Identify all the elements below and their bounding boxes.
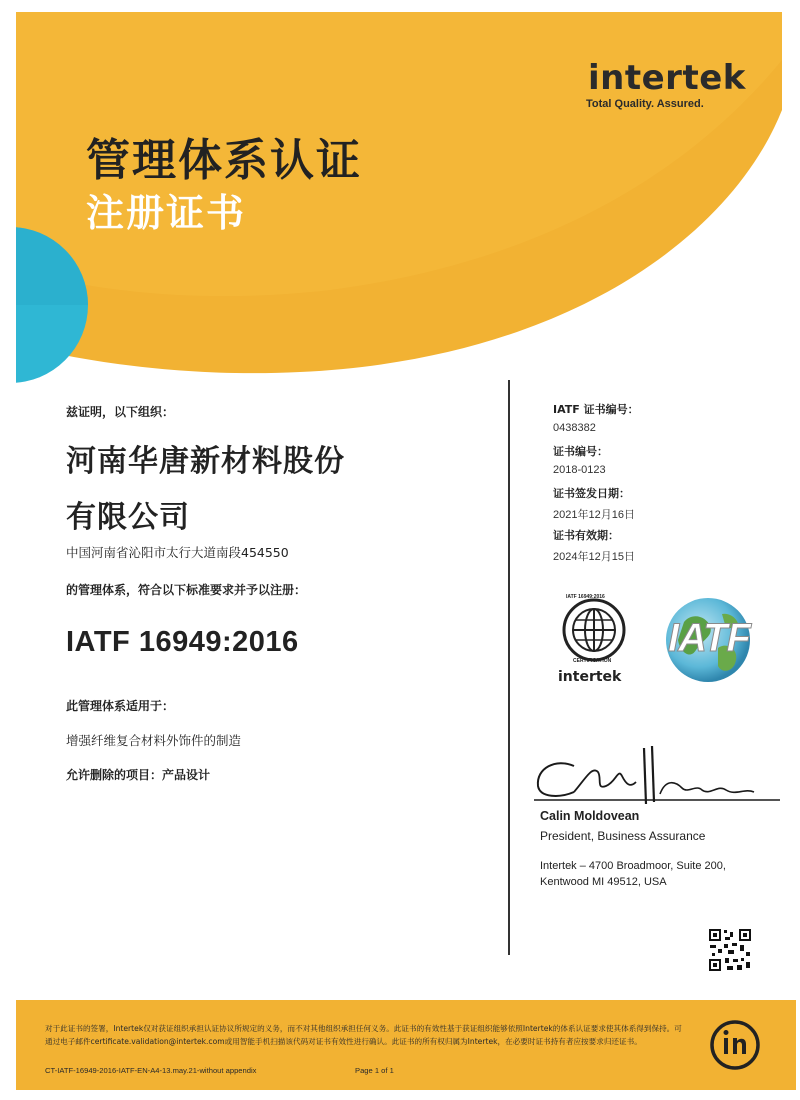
organization-address: 中国河南省沁阳市太行大道南段454550 xyxy=(66,545,289,560)
scope-label: 此管理体系适用于： xyxy=(66,699,175,713)
certificate-title: 管理体系认证 xyxy=(86,135,362,186)
organization-name-line1: 河南华唐新材料股份 xyxy=(66,444,345,479)
footer-document-code: CT-IATF-16949-2016-IATF-EN-A4-13.may.21-without appendix xyxy=(45,1066,257,1075)
iatf-logo-text: IATF xyxy=(668,616,750,660)
standard-name: IATF 16949:2016 xyxy=(66,626,299,658)
organization-name-line2: 有限公司 xyxy=(66,500,190,535)
cert-number-label: 证书编号： xyxy=(553,445,608,458)
seal-logo-text: intertek xyxy=(558,669,622,685)
divider-line xyxy=(508,380,510,955)
iatf-cert-number-value: 0438382 xyxy=(553,422,596,434)
brand-logo: intertek xyxy=(588,58,746,98)
signature-image xyxy=(526,738,786,810)
issuer-address-line1: Intertek – 4700 Broadmoor, Suite 200, xyxy=(540,860,726,872)
scope-value: 增强纤维复合材料外饰件的制造 xyxy=(66,733,242,748)
issuer-address-line2: Kentwood MI 49512, USA xyxy=(540,876,667,888)
signatory-role: President, Business Assurance xyxy=(540,829,706,843)
signatory-name: Calin Moldovean xyxy=(540,809,640,823)
expiry-date-label: 证书有效期： xyxy=(553,529,619,542)
intro-text: 兹证明，以下组织： xyxy=(66,405,175,419)
qr-code-icon[interactable] xyxy=(708,928,752,972)
conformity-statement: 的管理体系，符合以下标准要求并予以注册： xyxy=(66,583,307,597)
issue-date-value: 2021年12月16日 xyxy=(553,509,635,521)
brand-tagline: Total Quality. Assured. xyxy=(586,98,704,110)
cert-number-value: 2018-0123 xyxy=(553,464,606,476)
certificate-subtitle: 注册证书 xyxy=(86,191,247,235)
intertek-in-logo-icon xyxy=(708,1018,762,1072)
issue-date-label: 证书签发日期： xyxy=(553,487,630,500)
seal-top-text: IATF 16949:2016 xyxy=(566,594,605,600)
footer-disclaimer: 对于此证书的签署，Intertek仅对获证组织承担认证协议所规定的义务，而不对其他组织承担任何义务。此证书的有效性基于获证组织能够依照Intertek的体系认证要求使其体系得到保持。可通过电子邮件certificate.validation@intertek.com或用智能手机扫描该代码对证书有效性进行确认。此证书的所有权归属为Intertek，在必要时证书持有者应按要求归还证书。 xyxy=(45,1024,682,1046)
iatf-cert-number-label: IATF 证书编号： xyxy=(553,403,639,416)
seal-bottom-text: CERTIFICATION xyxy=(573,658,612,664)
footer-page-number: Page 1 of 1 xyxy=(355,1066,394,1075)
exclusion-text: 允许删除的项目：产品设计 xyxy=(66,768,211,782)
expiry-date-value: 2024年12月15日 xyxy=(553,551,635,563)
